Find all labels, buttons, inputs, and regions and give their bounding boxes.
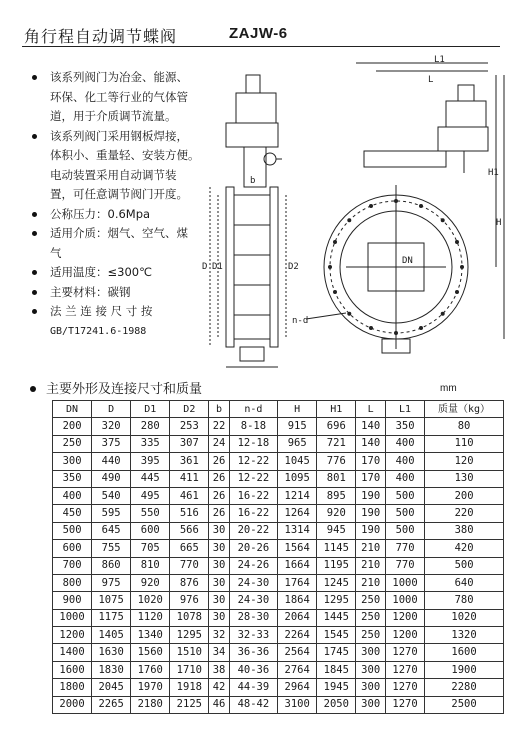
table-cell: 516: [170, 505, 209, 522]
label-DN: DN: [402, 256, 413, 266]
table-cell: 250: [356, 592, 386, 609]
table-cell: 32: [209, 627, 229, 644]
table-cell: 250: [356, 609, 386, 626]
table-cell: 400: [386, 435, 425, 452]
table-cell: 2045: [92, 679, 131, 696]
bullet-dot-icon: [32, 231, 37, 236]
front-gearbox: [438, 127, 488, 151]
table-cell: 1864: [278, 592, 317, 609]
table-cell: 440: [92, 453, 131, 470]
table-row: [53, 574, 504, 591]
table-cell: 2050: [317, 696, 356, 713]
table-cell: 250: [53, 435, 92, 452]
table-cell: 450: [53, 505, 92, 522]
table-cell: 965: [278, 435, 317, 452]
table-cell: 8-18: [229, 418, 277, 435]
table-cell: 1214: [278, 487, 317, 504]
table-cell: 16-22: [229, 487, 277, 504]
label-D2: D2: [288, 262, 299, 272]
table-cell: 1630: [92, 644, 131, 661]
table-row: [53, 522, 504, 539]
table-cell: 1270: [386, 696, 425, 713]
table-cell: 46: [209, 696, 229, 713]
table-cell: 1000: [386, 574, 425, 591]
table-cell: 200: [425, 487, 504, 504]
table-cell: 1200: [386, 627, 425, 644]
table-cell: 300: [53, 453, 92, 470]
side-gearbox: [226, 123, 278, 147]
spec-table: [52, 400, 504, 714]
feature-line: 环保、化工等行业的气体管: [50, 89, 188, 104]
table-cell: 1918: [170, 679, 209, 696]
table-cell: 24: [209, 435, 229, 452]
table-cell: 461: [170, 487, 209, 504]
table-cell: 1445: [317, 609, 356, 626]
table-cell: 30: [209, 574, 229, 591]
table-cell: 190: [356, 487, 386, 504]
table-cell: 34: [209, 644, 229, 661]
table-cell: 2125: [170, 696, 209, 713]
table-cell: 1560: [131, 644, 170, 661]
table-cell: 24-26: [229, 557, 277, 574]
table-cell: 1745: [317, 644, 356, 661]
table-cell: 16-22: [229, 505, 277, 522]
table-row: [53, 453, 504, 470]
table-cell: 495: [131, 487, 170, 504]
table-cell: 30: [209, 522, 229, 539]
feature-line: 道，用于介质调节流量。: [50, 109, 177, 123]
table-cell: 400: [386, 453, 425, 470]
front-actuator-body: [446, 101, 486, 127]
table-cell: 350: [53, 470, 92, 487]
table-row: [53, 540, 504, 557]
table-cell: 1200: [386, 609, 425, 626]
table-cell: 2280: [425, 679, 504, 696]
label-nd: n-d: [292, 316, 309, 326]
feature-line: 体积小、重量轻、安装方便。: [50, 148, 200, 162]
table-cell: 705: [131, 540, 170, 557]
table-cell: 210: [356, 540, 386, 557]
table-cell: 500: [386, 487, 425, 504]
table-row: [53, 592, 504, 609]
table-cell: 380: [425, 522, 504, 539]
side-foot: [240, 347, 264, 361]
table-cell: 411: [170, 470, 209, 487]
column-header: 质量（kg）: [425, 401, 504, 418]
table-cell: 170: [356, 470, 386, 487]
table-cell: 130: [425, 470, 504, 487]
table-cell: 1800: [53, 679, 92, 696]
table-cell: 80: [425, 418, 504, 435]
table-cell: 810: [131, 557, 170, 574]
table-cell: 200: [53, 418, 92, 435]
feature-line: 法 兰 连 接 尺 寸 按: [50, 304, 153, 318]
table-cell: 420: [425, 540, 504, 557]
table-cell: 2500: [425, 696, 504, 713]
side-flange-left: [226, 187, 234, 347]
table-cell: 1270: [386, 644, 425, 661]
table-row: [53, 696, 504, 713]
table-cell: 445: [131, 470, 170, 487]
product-model: ZAJW-6: [229, 25, 288, 42]
table-cell: 300: [356, 679, 386, 696]
table-cell: 1845: [317, 661, 356, 678]
table-cell: 1510: [170, 644, 209, 661]
table-cell: 645: [92, 522, 131, 539]
table-cell: 2000: [53, 696, 92, 713]
table-cell: 190: [356, 522, 386, 539]
table-cell: 375: [92, 435, 131, 452]
table-cell: 140: [356, 435, 386, 452]
table-cell: 1600: [425, 644, 504, 661]
table-cell: 920: [131, 574, 170, 591]
table-cell: 2064: [278, 609, 317, 626]
label-D: D: [202, 262, 208, 272]
table-cell: 2265: [92, 696, 131, 713]
table-cell: 770: [386, 540, 425, 557]
table-cell: 640: [425, 574, 504, 591]
bullet-dot-icon: [32, 75, 37, 80]
table-cell: 1270: [386, 661, 425, 678]
table-cell: 253: [170, 418, 209, 435]
feature-line: 该系列阀门采用钢板焊接，: [50, 128, 188, 143]
table-cell: 500: [386, 522, 425, 539]
table-cell: 280: [131, 418, 170, 435]
table-cell: 665: [170, 540, 209, 557]
table-cell: 1295: [317, 592, 356, 609]
table-cell: 42: [209, 679, 229, 696]
table-cell: 400: [386, 470, 425, 487]
table-cell: 24-30: [229, 574, 277, 591]
table-cell: 1175: [92, 609, 131, 626]
table-cell: 1320: [425, 627, 504, 644]
table-cell: 300: [356, 661, 386, 678]
feature-line: 电动装置采用自动调节装: [50, 167, 177, 182]
bullet-dot-icon: [32, 309, 37, 314]
table-cell: 1075: [92, 592, 131, 609]
column-header: b: [209, 401, 229, 418]
table-cell: 1195: [317, 557, 356, 574]
table-heading: [30, 378, 202, 397]
table-cell: 500: [53, 522, 92, 539]
table-row: [53, 679, 504, 696]
feature-line: 公称压力：0.6Mpa: [50, 206, 151, 221]
table-cell: 32-33: [229, 627, 277, 644]
table-cell: 1095: [278, 470, 317, 487]
table-cell: 1405: [92, 627, 131, 644]
table-cell: 26: [209, 453, 229, 470]
table-cell: 1400: [53, 644, 92, 661]
table-cell: 895: [317, 487, 356, 504]
feature-line: GB/T17241.6-1988: [50, 325, 147, 337]
table-cell: 500: [425, 557, 504, 574]
column-header: D2: [170, 401, 209, 418]
table-cell: 2180: [131, 696, 170, 713]
table-cell: 2264: [278, 627, 317, 644]
table-cell: 350: [386, 418, 425, 435]
table-cell: 1270: [386, 679, 425, 696]
feature-line: 气: [50, 245, 62, 260]
table-cell: 1200: [53, 627, 92, 644]
table-cell: 30: [209, 557, 229, 574]
table-cell: 40-36: [229, 661, 277, 678]
table-cell: 210: [356, 574, 386, 591]
table-heading-text: 主要外形及连接尺寸和质量: [46, 382, 203, 397]
table-cell: 1295: [170, 627, 209, 644]
table-cell: 300: [356, 644, 386, 661]
table-cell: 120: [425, 453, 504, 470]
table-row: [53, 505, 504, 522]
table-cell: 1830: [92, 661, 131, 678]
table-cell: 1145: [317, 540, 356, 557]
table-cell: 780: [425, 592, 504, 609]
table-cell: 800: [53, 574, 92, 591]
table-cell: 1710: [170, 661, 209, 678]
table-cell: 566: [170, 522, 209, 539]
table-cell: 876: [170, 574, 209, 591]
table-cell: 1078: [170, 609, 209, 626]
table-row: [53, 644, 504, 661]
table-cell: 770: [170, 557, 209, 574]
table-cell: 26: [209, 505, 229, 522]
bullet-dot-icon: [32, 134, 37, 139]
table-cell: 300: [356, 696, 386, 713]
table-cell: 1045: [278, 453, 317, 470]
table-cell: 721: [317, 435, 356, 452]
table-cell: 540: [92, 487, 131, 504]
label-L: L: [428, 75, 434, 85]
table-row: [53, 661, 504, 678]
table-cell: 1000: [53, 609, 92, 626]
table-cell: 500: [386, 505, 425, 522]
table-cell: 170: [356, 453, 386, 470]
table-cell: 220: [425, 505, 504, 522]
feature-line: 适用介质：烟气、空气、煤: [50, 226, 188, 240]
table-cell: 26: [209, 487, 229, 504]
table-row: [53, 557, 504, 574]
table-cell: 12-18: [229, 435, 277, 452]
table-cell: 307: [170, 435, 209, 452]
table-cell: 1945: [317, 679, 356, 696]
table-cell: 1020: [131, 592, 170, 609]
label-H: H: [496, 218, 502, 228]
table-cell: 976: [170, 592, 209, 609]
column-header: D: [92, 401, 131, 418]
table-cell: 30: [209, 540, 229, 557]
table-cell: 2964: [278, 679, 317, 696]
table-cell: 1970: [131, 679, 170, 696]
feature-line: 适用温度：≤300℃: [50, 265, 153, 279]
column-header: DN: [53, 401, 92, 418]
table-cell: 975: [92, 574, 131, 591]
table-cell: 24-30: [229, 592, 277, 609]
side-actuator-top: [246, 75, 260, 93]
side-actuator-body: [236, 93, 276, 123]
table-row: [53, 470, 504, 487]
column-header: H: [278, 401, 317, 418]
table-cell: 361: [170, 453, 209, 470]
table-row: [53, 418, 504, 435]
table-cell: 12-22: [229, 470, 277, 487]
table-cell: 335: [131, 435, 170, 452]
front-lever: [364, 151, 446, 167]
column-header: H1: [317, 401, 356, 418]
valve-drawing: [196, 55, 508, 373]
table-cell: 1600: [53, 661, 92, 678]
bullet-dot-icon: [32, 290, 37, 295]
table-cell: 110: [425, 435, 504, 452]
table-cell: 38: [209, 661, 229, 678]
table-row: [53, 435, 504, 452]
unit-label: mm: [440, 383, 457, 394]
column-header: D1: [131, 401, 170, 418]
column-header: L1: [386, 401, 425, 418]
side-body: [234, 195, 270, 339]
table-cell: 250: [356, 627, 386, 644]
label-H1: H1: [488, 168, 499, 178]
table-cell: 700: [53, 557, 92, 574]
table-cell: 190: [356, 505, 386, 522]
label-L1: L1: [434, 55, 445, 65]
table-cell: 600: [53, 540, 92, 557]
table-body: [53, 418, 504, 714]
table-cell: 48-42: [229, 696, 277, 713]
table-cell: 776: [317, 453, 356, 470]
table-cell: 12-22: [229, 453, 277, 470]
table-cell: 400: [53, 487, 92, 504]
table-cell: 3100: [278, 696, 317, 713]
column-header: n-d: [229, 401, 277, 418]
table-cell: 801: [317, 470, 356, 487]
table-cell: 20-26: [229, 540, 277, 557]
feature-line: 主要材料：碳钢: [50, 284, 131, 299]
table-cell: 30: [209, 592, 229, 609]
table-cell: 26: [209, 470, 229, 487]
table-cell: 2564: [278, 644, 317, 661]
table-cell: 860: [92, 557, 131, 574]
feature-line: 置，可任意调节阀门开度。: [50, 187, 188, 201]
table-row: [53, 609, 504, 626]
table-cell: 755: [92, 540, 131, 557]
feature-line: 该系列阀门为冶金、能源、: [50, 70, 188, 84]
front-actuator-top: [458, 85, 474, 101]
column-header: L: [356, 401, 386, 418]
table-cell: 1664: [278, 557, 317, 574]
table-header-row: [53, 401, 504, 418]
table-cell: 600: [131, 522, 170, 539]
table-cell: 44-39: [229, 679, 277, 696]
table-cell: 22: [209, 418, 229, 435]
label-b: b: [250, 176, 256, 186]
table-cell: 20-22: [229, 522, 277, 539]
table-cell: 210: [356, 557, 386, 574]
table-cell: 30: [209, 609, 229, 626]
table-cell: 550: [131, 505, 170, 522]
table-cell: 28-30: [229, 609, 277, 626]
table-cell: 320: [92, 418, 131, 435]
side-flange-right: [270, 187, 278, 347]
table-cell: 1900: [425, 661, 504, 678]
page-header: [22, 22, 500, 47]
table-cell: 36-36: [229, 644, 277, 661]
bullet-dot-icon: [32, 212, 37, 217]
table-cell: 1245: [317, 574, 356, 591]
table-cell: 140: [356, 418, 386, 435]
label-D1: D1: [212, 262, 223, 272]
table-row: [53, 627, 504, 644]
bullet-dot-icon: [30, 386, 36, 392]
table-cell: 395: [131, 453, 170, 470]
table-cell: 1020: [425, 609, 504, 626]
table-cell: 1764: [278, 574, 317, 591]
table-row: [53, 487, 504, 504]
table-cell: 920: [317, 505, 356, 522]
table-cell: 1000: [386, 592, 425, 609]
table-cell: 1545: [317, 627, 356, 644]
table-cell: 1760: [131, 661, 170, 678]
table-cell: 1314: [278, 522, 317, 539]
bullet-dot-icon: [32, 270, 37, 275]
table-cell: 915: [278, 418, 317, 435]
table-cell: 1120: [131, 609, 170, 626]
table-cell: 1564: [278, 540, 317, 557]
product-title: 角行程自动调节蝶阀: [24, 27, 178, 46]
table-cell: 2764: [278, 661, 317, 678]
table-cell: 1340: [131, 627, 170, 644]
table-cell: 595: [92, 505, 131, 522]
table-cell: 1264: [278, 505, 317, 522]
table-cell: 696: [317, 418, 356, 435]
table-cell: 490: [92, 470, 131, 487]
table-cell: 945: [317, 522, 356, 539]
table-cell: 770: [386, 557, 425, 574]
table-cell: 900: [53, 592, 92, 609]
